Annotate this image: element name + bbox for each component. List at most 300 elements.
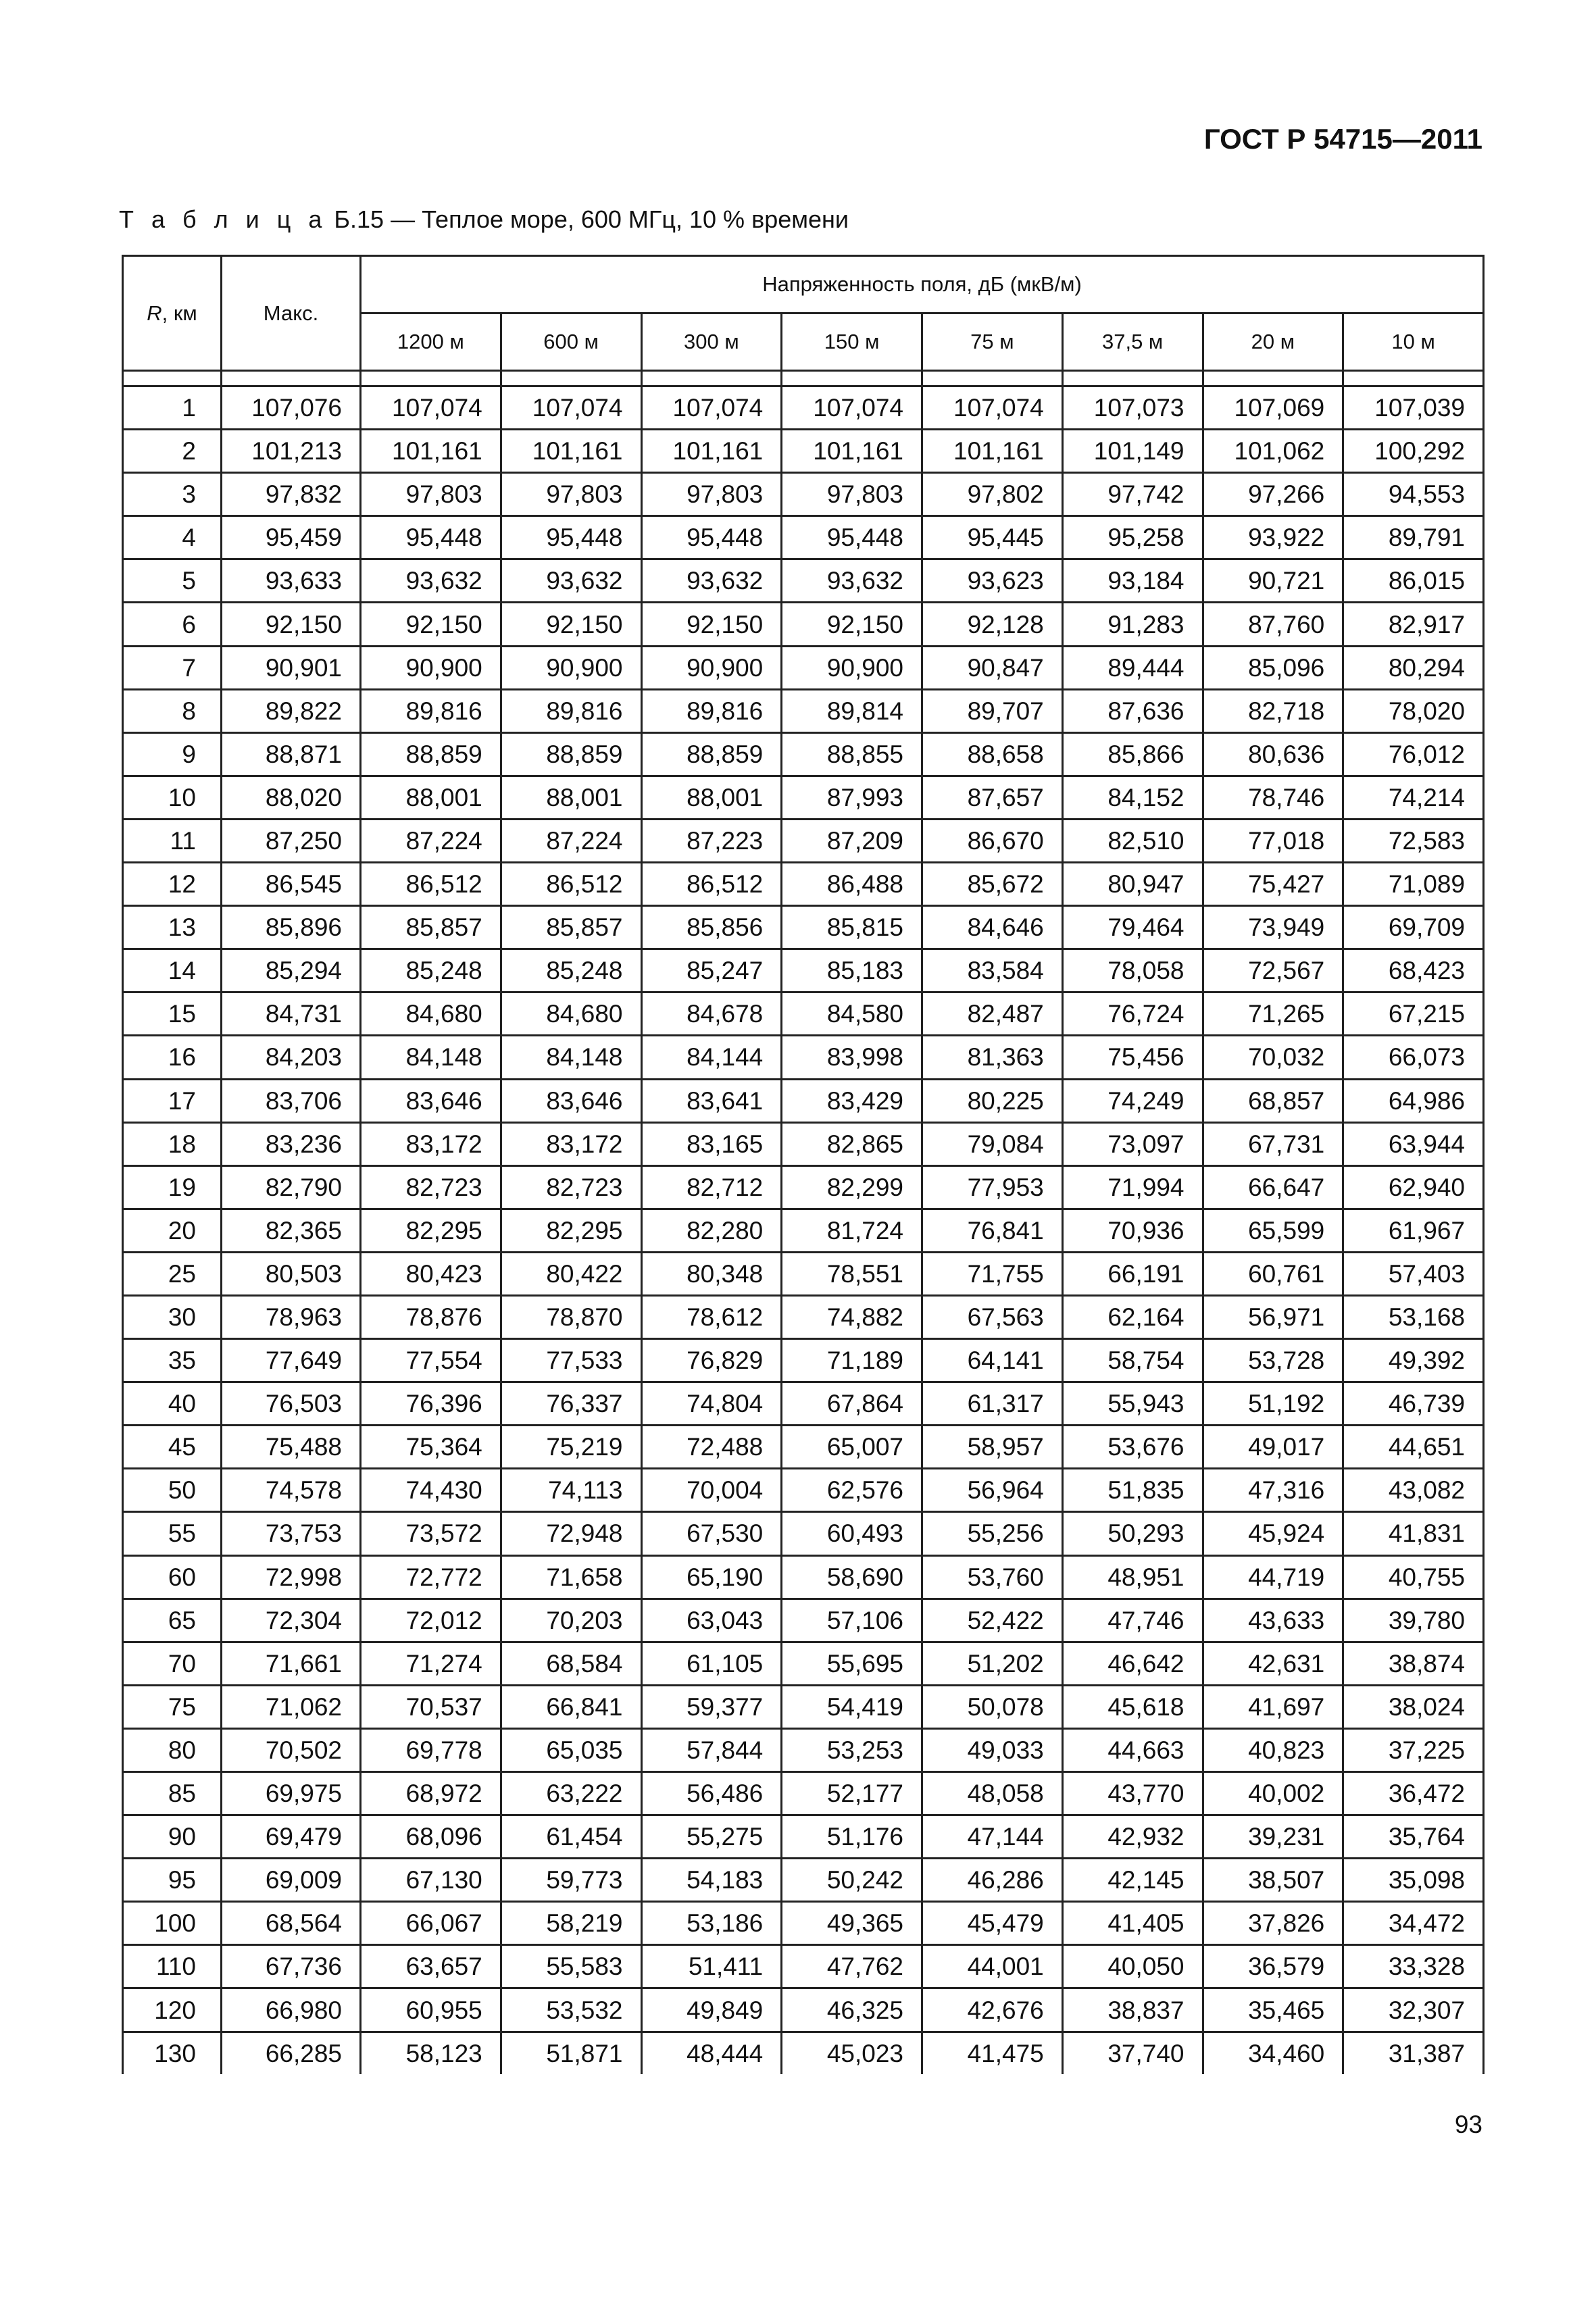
- caption-label: Т а б л и ц а: [119, 205, 328, 233]
- value-cell: 39,231: [1203, 1815, 1343, 1859]
- table-row: [123, 1339, 1484, 1382]
- value-cell: 101,062: [1203, 430, 1343, 473]
- value-cell: 79,464: [1062, 906, 1203, 949]
- value-cell: 87,223: [641, 819, 782, 862]
- value-cell: 70,537: [361, 1685, 501, 1728]
- value-cell: 67,215: [1343, 992, 1484, 1036]
- value-cell: 72,948: [501, 1512, 641, 1555]
- table-row: [123, 603, 1484, 646]
- value-cell: 40,823: [1203, 1728, 1343, 1771]
- value-cell: 82,723: [501, 1165, 641, 1209]
- max-value-cell: 84,203: [222, 1036, 361, 1079]
- value-cell: 51,176: [782, 1815, 922, 1859]
- max-value-cell: 85,896: [222, 906, 361, 949]
- value-cell: 97,802: [922, 473, 1063, 516]
- table-row: [123, 1382, 1484, 1426]
- value-cell: 66,191: [1062, 1252, 1203, 1295]
- value-cell: 74,804: [641, 1382, 782, 1426]
- value-cell: 69,709: [1343, 906, 1484, 949]
- value-cell: 51,871: [501, 2032, 641, 2074]
- table-row: [123, 1036, 1484, 1079]
- value-cell: 83,641: [641, 1079, 782, 1122]
- value-cell: 76,337: [501, 1382, 641, 1426]
- value-cell: 90,900: [782, 646, 922, 689]
- distance-cell: 45: [123, 1426, 222, 1469]
- value-cell: 35,098: [1343, 1859, 1484, 1902]
- value-cell: 48,951: [1062, 1555, 1203, 1599]
- value-cell: 82,299: [782, 1165, 922, 1209]
- value-cell: 75,427: [1203, 863, 1343, 906]
- value-cell: 38,874: [1343, 1642, 1484, 1685]
- value-cell: 39,780: [1343, 1599, 1484, 1642]
- value-cell: 51,192: [1203, 1382, 1343, 1426]
- value-cell: 89,816: [361, 689, 501, 732]
- value-cell: 89,816: [641, 689, 782, 732]
- max-value-cell: 87,250: [222, 819, 361, 862]
- value-cell: 57,106: [782, 1599, 922, 1642]
- value-cell: 78,876: [361, 1295, 501, 1338]
- distance-cell: 50: [123, 1469, 222, 1512]
- value-cell: 33,328: [1343, 1945, 1484, 1988]
- header-height-2: 600 м: [501, 313, 641, 371]
- value-cell: 89,814: [782, 689, 922, 732]
- value-cell: 55,943: [1062, 1382, 1203, 1426]
- value-cell: 90,847: [922, 646, 1063, 689]
- max-value-cell: 75,488: [222, 1426, 361, 1469]
- value-cell: 55,695: [782, 1642, 922, 1685]
- value-cell: 42,631: [1203, 1642, 1343, 1685]
- value-cell: 73,572: [361, 1512, 501, 1555]
- value-cell: 67,530: [641, 1512, 782, 1555]
- value-cell: 53,168: [1343, 1295, 1484, 1338]
- value-cell: 93,623: [922, 559, 1063, 603]
- value-cell: 80,348: [641, 1252, 782, 1295]
- max-value-cell: 82,365: [222, 1209, 361, 1252]
- value-cell: 32,307: [1343, 1988, 1484, 2032]
- value-cell: 44,651: [1343, 1426, 1484, 1469]
- table-row: [123, 1555, 1484, 1599]
- distance-cell: 9: [123, 732, 222, 776]
- header-height-1: 1200 м: [361, 313, 501, 371]
- value-cell: 42,676: [922, 1988, 1063, 2032]
- value-cell: 85,183: [782, 949, 922, 992]
- value-cell: 92,150: [641, 603, 782, 646]
- value-cell: 107,069: [1203, 386, 1343, 430]
- value-cell: 86,670: [922, 819, 1063, 862]
- value-cell: 74,113: [501, 1469, 641, 1512]
- value-cell: 78,551: [782, 1252, 922, 1295]
- value-cell: 90,900: [641, 646, 782, 689]
- value-cell: 46,642: [1062, 1642, 1203, 1685]
- value-cell: 41,831: [1343, 1512, 1484, 1555]
- value-cell: 60,493: [782, 1512, 922, 1555]
- value-cell: 88,859: [641, 732, 782, 776]
- value-cell: 68,584: [501, 1642, 641, 1685]
- value-cell: 86,512: [641, 863, 782, 906]
- value-cell: 78,058: [1062, 949, 1203, 992]
- table-row: [123, 2032, 1484, 2074]
- value-cell: 74,214: [1343, 776, 1484, 819]
- value-cell: 41,475: [922, 2032, 1063, 2074]
- value-cell: 52,177: [782, 1772, 922, 1815]
- header-distance-unit: , км: [161, 301, 197, 325]
- value-cell: 84,680: [361, 992, 501, 1036]
- value-cell: 90,900: [361, 646, 501, 689]
- value-cell: 84,678: [641, 992, 782, 1036]
- value-cell: 66,647: [1203, 1165, 1343, 1209]
- table-row: [123, 732, 1484, 776]
- max-value-cell: 69,479: [222, 1815, 361, 1859]
- value-cell: 47,144: [922, 1815, 1063, 1859]
- distance-cell: 16: [123, 1036, 222, 1079]
- value-cell: 36,579: [1203, 1945, 1343, 1988]
- value-cell: 64,986: [1343, 1079, 1484, 1122]
- value-cell: 53,760: [922, 1555, 1063, 1599]
- value-cell: 55,256: [922, 1512, 1063, 1555]
- value-cell: 83,584: [922, 949, 1063, 992]
- value-cell: 35,764: [1343, 1815, 1484, 1859]
- value-cell: 82,718: [1203, 689, 1343, 732]
- max-value-cell: 72,304: [222, 1599, 361, 1642]
- value-cell: 93,922: [1203, 516, 1343, 559]
- table-row: [123, 1772, 1484, 1815]
- table-row: [123, 1469, 1484, 1512]
- value-cell: 85,247: [641, 949, 782, 992]
- value-cell: 76,724: [1062, 992, 1203, 1036]
- value-cell: 97,803: [782, 473, 922, 516]
- value-cell: 88,001: [641, 776, 782, 819]
- table-row: [123, 1642, 1484, 1685]
- value-cell: 37,225: [1343, 1728, 1484, 1771]
- distance-cell: 40: [123, 1382, 222, 1426]
- max-value-cell: 69,009: [222, 1859, 361, 1902]
- max-value-cell: 73,753: [222, 1512, 361, 1555]
- value-cell: 82,510: [1062, 819, 1203, 862]
- table-row: [123, 1165, 1484, 1209]
- value-cell: 70,032: [1203, 1036, 1343, 1079]
- value-cell: 45,023: [782, 2032, 922, 2074]
- distance-cell: 80: [123, 1728, 222, 1771]
- max-value-cell: 85,294: [222, 949, 361, 992]
- distance-cell: 110: [123, 1945, 222, 1988]
- value-cell: 34,472: [1343, 1902, 1484, 1945]
- value-cell: 78,020: [1343, 689, 1484, 732]
- value-cell: 97,266: [1203, 473, 1343, 516]
- value-cell: 58,957: [922, 1426, 1063, 1469]
- value-cell: 80,636: [1203, 732, 1343, 776]
- max-value-cell: 80,503: [222, 1252, 361, 1295]
- distance-cell: 55: [123, 1512, 222, 1555]
- value-cell: 72,772: [361, 1555, 501, 1599]
- value-cell: 84,152: [1062, 776, 1203, 819]
- value-cell: 101,161: [782, 430, 922, 473]
- value-cell: 92,150: [361, 603, 501, 646]
- value-cell: 107,039: [1343, 386, 1484, 430]
- value-cell: 101,149: [1062, 430, 1203, 473]
- value-cell: 86,015: [1343, 559, 1484, 603]
- standard-designation: ГОСТ Р 54715—2011: [1203, 123, 1482, 155]
- value-cell: 38,024: [1343, 1685, 1484, 1728]
- value-cell: 41,405: [1062, 1902, 1203, 1945]
- value-cell: 95,448: [501, 516, 641, 559]
- value-cell: 86,512: [501, 863, 641, 906]
- table-row: [123, 1599, 1484, 1642]
- value-cell: 42,145: [1062, 1859, 1203, 1902]
- value-cell: 71,755: [922, 1252, 1063, 1295]
- value-cell: 75,219: [501, 1426, 641, 1469]
- value-cell: 40,050: [1062, 1945, 1203, 1988]
- distance-cell: 15: [123, 992, 222, 1036]
- value-cell: 82,295: [361, 1209, 501, 1252]
- value-cell: 85,866: [1062, 732, 1203, 776]
- value-cell: 85,856: [641, 906, 782, 949]
- max-value-cell: 78,963: [222, 1295, 361, 1338]
- value-cell: 93,184: [1062, 559, 1203, 603]
- distance-cell: 25: [123, 1252, 222, 1295]
- value-cell: 60,761: [1203, 1252, 1343, 1295]
- value-cell: 50,078: [922, 1685, 1063, 1728]
- value-cell: 100,292: [1343, 430, 1484, 473]
- value-cell: 51,835: [1062, 1469, 1203, 1512]
- table-row: [123, 1685, 1484, 1728]
- header-distance-symbol: R: [147, 301, 162, 325]
- value-cell: 95,445: [922, 516, 1063, 559]
- value-cell: 82,487: [922, 992, 1063, 1036]
- value-cell: 78,746: [1203, 776, 1343, 819]
- header-height-7: 20 м: [1203, 313, 1343, 371]
- value-cell: 89,791: [1343, 516, 1484, 559]
- value-cell: 63,657: [361, 1945, 501, 1988]
- value-cell: 86,512: [361, 863, 501, 906]
- value-cell: 93,632: [782, 559, 922, 603]
- value-cell: 71,089: [1343, 863, 1484, 906]
- value-cell: 81,724: [782, 1209, 922, 1252]
- value-cell: 63,043: [641, 1599, 782, 1642]
- value-cell: 101,161: [361, 430, 501, 473]
- value-cell: 84,646: [922, 906, 1063, 949]
- value-cell: 53,676: [1062, 1426, 1203, 1469]
- max-value-cell: 69,975: [222, 1772, 361, 1815]
- value-cell: 88,001: [501, 776, 641, 819]
- value-cell: 82,865: [782, 1122, 922, 1165]
- value-cell: 72,567: [1203, 949, 1343, 992]
- value-cell: 107,074: [782, 386, 922, 430]
- distance-cell: 4: [123, 516, 222, 559]
- value-cell: 75,364: [361, 1426, 501, 1469]
- distance-cell: 13: [123, 906, 222, 949]
- header-height-4: 150 м: [782, 313, 922, 371]
- value-cell: 53,532: [501, 1988, 641, 2032]
- value-cell: 95,258: [1062, 516, 1203, 559]
- value-cell: 60,955: [361, 1988, 501, 2032]
- value-cell: 64,141: [922, 1339, 1063, 1382]
- value-cell: 85,857: [501, 906, 641, 949]
- value-cell: 97,803: [501, 473, 641, 516]
- value-cell: 56,964: [922, 1469, 1063, 1512]
- value-cell: 83,998: [782, 1036, 922, 1079]
- table-row: [123, 1295, 1484, 1338]
- value-cell: 40,755: [1343, 1555, 1484, 1599]
- value-cell: 76,829: [641, 1339, 782, 1382]
- value-cell: 67,130: [361, 1859, 501, 1902]
- value-cell: 80,423: [361, 1252, 501, 1295]
- value-cell: 54,419: [782, 1685, 922, 1728]
- value-cell: 107,074: [641, 386, 782, 430]
- distance-cell: 130: [123, 2032, 222, 2074]
- value-cell: 82,723: [361, 1165, 501, 1209]
- table-row: [123, 1902, 1484, 1945]
- value-cell: 87,224: [361, 819, 501, 862]
- value-cell: 49,365: [782, 1902, 922, 1945]
- value-cell: 59,377: [641, 1685, 782, 1728]
- value-cell: 90,900: [501, 646, 641, 689]
- distance-cell: 5: [123, 559, 222, 603]
- table-row: [123, 776, 1484, 819]
- table-row: [123, 516, 1484, 559]
- header-max: Макс.: [222, 256, 361, 371]
- value-cell: 77,018: [1203, 819, 1343, 862]
- field-strength-table: [122, 255, 1485, 2074]
- value-cell: 82,280: [641, 1209, 782, 1252]
- value-cell: 70,203: [501, 1599, 641, 1642]
- value-cell: 95,448: [361, 516, 501, 559]
- value-cell: 61,105: [641, 1642, 782, 1685]
- value-cell: 47,316: [1203, 1469, 1343, 1512]
- value-cell: 65,599: [1203, 1209, 1343, 1252]
- value-cell: 85,672: [922, 863, 1063, 906]
- distance-cell: 14: [123, 949, 222, 992]
- value-cell: 61,317: [922, 1382, 1063, 1426]
- value-cell: 36,472: [1343, 1772, 1484, 1815]
- value-cell: 87,209: [782, 819, 922, 862]
- value-cell: 82,295: [501, 1209, 641, 1252]
- value-cell: 48,444: [641, 2032, 782, 2074]
- distance-cell: 12: [123, 863, 222, 906]
- max-value-cell: 74,578: [222, 1469, 361, 1512]
- value-cell: 71,189: [782, 1339, 922, 1382]
- table-row: [123, 1209, 1484, 1252]
- caption-title: Б.15 — Теплое море, 600 МГц, 10 % времени: [327, 205, 849, 233]
- table-row: [123, 386, 1484, 430]
- value-cell: 66,073: [1343, 1036, 1484, 1079]
- value-cell: 56,486: [641, 1772, 782, 1815]
- value-cell: 84,580: [782, 992, 922, 1036]
- header-height-6: 37,5 м: [1062, 313, 1203, 371]
- value-cell: 89,444: [1062, 646, 1203, 689]
- table-row: [123, 1815, 1484, 1859]
- value-cell: 90,721: [1203, 559, 1343, 603]
- value-cell: 72,488: [641, 1426, 782, 1469]
- table-row: [123, 473, 1484, 516]
- value-cell: 84,148: [501, 1036, 641, 1079]
- value-cell: 58,754: [1062, 1339, 1203, 1382]
- value-cell: 107,073: [1062, 386, 1203, 430]
- value-cell: 107,074: [361, 386, 501, 430]
- value-cell: 78,612: [641, 1295, 782, 1338]
- value-cell: 43,082: [1343, 1469, 1484, 1512]
- value-cell: 97,803: [361, 473, 501, 516]
- value-cell: 47,762: [782, 1945, 922, 1988]
- page-number: 93: [1454, 2111, 1482, 2138]
- value-cell: 88,001: [361, 776, 501, 819]
- max-value-cell: 83,706: [222, 1079, 361, 1122]
- table-row: [123, 1728, 1484, 1771]
- value-cell: 83,646: [501, 1079, 641, 1122]
- value-cell: 92,128: [922, 603, 1063, 646]
- distance-cell: 35: [123, 1339, 222, 1382]
- value-cell: 73,097: [1062, 1122, 1203, 1165]
- value-cell: 80,225: [922, 1079, 1063, 1122]
- table-row: [123, 863, 1484, 906]
- value-cell: 65,007: [782, 1426, 922, 1469]
- value-cell: 101,161: [641, 430, 782, 473]
- value-cell: 82,917: [1343, 603, 1484, 646]
- value-cell: 78,870: [501, 1295, 641, 1338]
- value-cell: 51,202: [922, 1642, 1063, 1685]
- value-cell: 43,770: [1062, 1772, 1203, 1815]
- value-cell: 57,844: [641, 1728, 782, 1771]
- value-cell: 45,618: [1062, 1685, 1203, 1728]
- value-cell: 83,646: [361, 1079, 501, 1122]
- value-cell: 68,857: [1203, 1079, 1343, 1122]
- distance-cell: 95: [123, 1859, 222, 1902]
- value-cell: 77,953: [922, 1165, 1063, 1209]
- table-row: [123, 1988, 1484, 2032]
- distance-cell: 2: [123, 430, 222, 473]
- distance-cell: 19: [123, 1165, 222, 1209]
- value-cell: 42,932: [1062, 1815, 1203, 1859]
- value-cell: 93,632: [641, 559, 782, 603]
- value-cell: 53,728: [1203, 1339, 1343, 1382]
- max-value-cell: 70,502: [222, 1728, 361, 1771]
- value-cell: 86,488: [782, 863, 922, 906]
- distance-cell: 17: [123, 1079, 222, 1122]
- value-cell: 89,816: [501, 689, 641, 732]
- value-cell: 68,423: [1343, 949, 1484, 992]
- value-cell: 57,403: [1343, 1252, 1484, 1295]
- value-cell: 49,849: [641, 1988, 782, 2032]
- max-value-cell: 68,564: [222, 1902, 361, 1945]
- max-value-cell: 71,062: [222, 1685, 361, 1728]
- value-cell: 70,004: [641, 1469, 782, 1512]
- max-value-cell: 92,150: [222, 603, 361, 646]
- value-cell: 85,248: [501, 949, 641, 992]
- value-cell: 45,924: [1203, 1512, 1343, 1555]
- value-cell: 72,583: [1343, 819, 1484, 862]
- max-value-cell: 84,731: [222, 992, 361, 1036]
- value-cell: 31,387: [1343, 2032, 1484, 2074]
- value-cell: 83,165: [641, 1122, 782, 1165]
- value-cell: 71,274: [361, 1642, 501, 1685]
- distance-cell: 1: [123, 386, 222, 430]
- value-cell: 97,742: [1062, 473, 1203, 516]
- max-value-cell: 97,832: [222, 473, 361, 516]
- header-body-gap: [123, 371, 1484, 386]
- value-cell: 85,096: [1203, 646, 1343, 689]
- value-cell: 44,001: [922, 1945, 1063, 1988]
- table-row: [123, 1122, 1484, 1165]
- table-row: [123, 1252, 1484, 1295]
- value-cell: 95,448: [782, 516, 922, 559]
- value-cell: 53,186: [641, 1902, 782, 1945]
- value-cell: 70,936: [1062, 1209, 1203, 1252]
- value-cell: 83,429: [782, 1079, 922, 1122]
- value-cell: 40,002: [1203, 1772, 1343, 1815]
- table-row: [123, 992, 1484, 1036]
- distance-cell: 60: [123, 1555, 222, 1599]
- value-cell: 37,740: [1062, 2032, 1203, 2074]
- table-row: [123, 1859, 1484, 1902]
